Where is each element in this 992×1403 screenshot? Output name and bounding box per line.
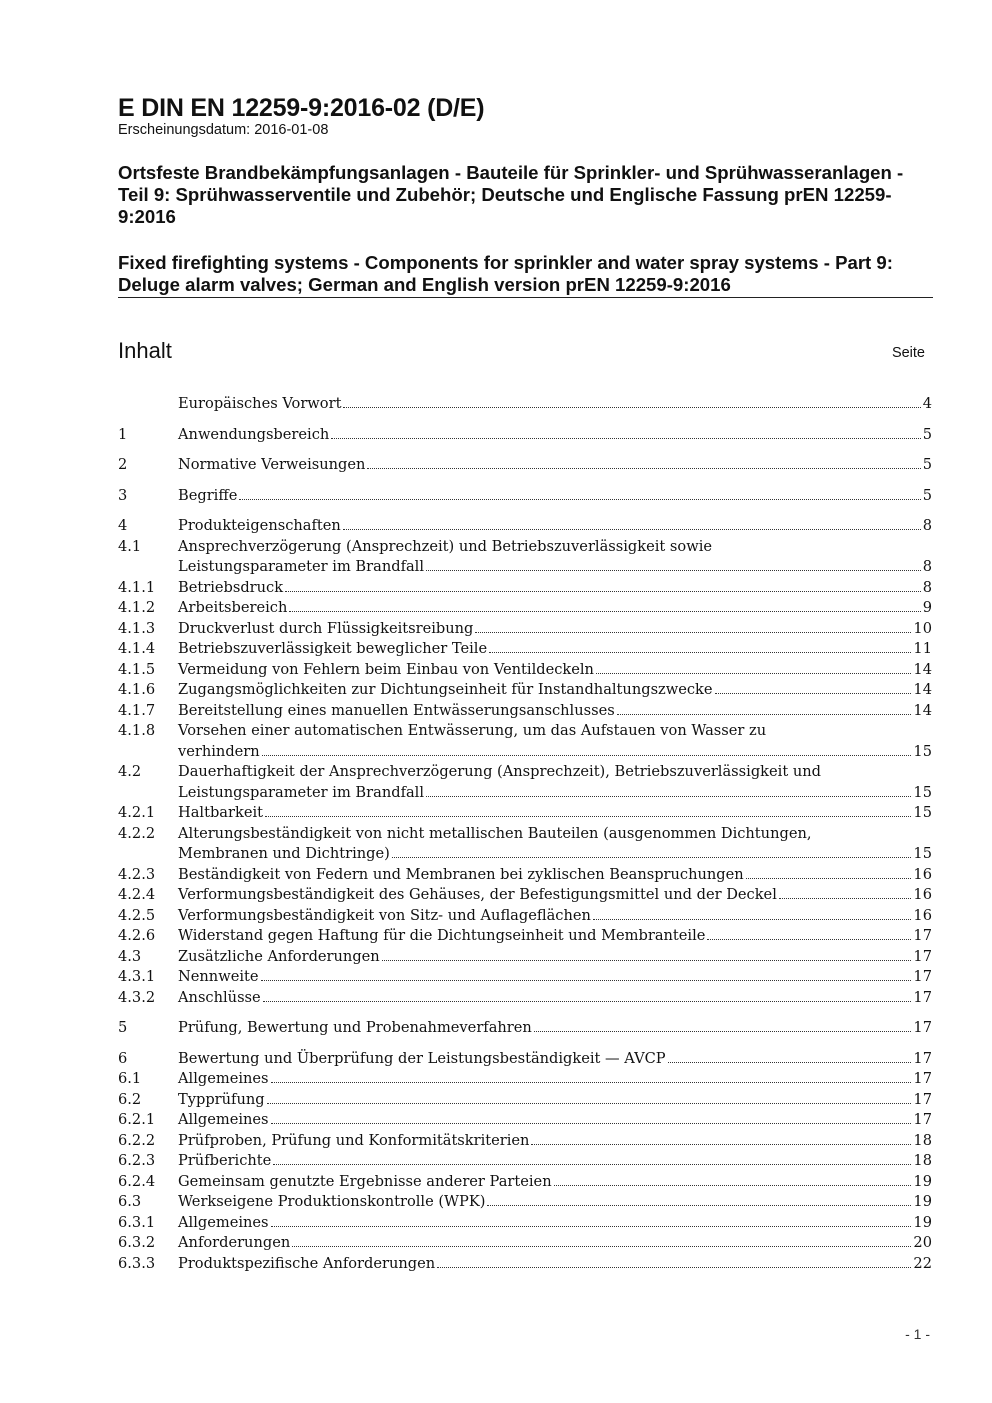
- toc-entry-number: 6.3.3: [118, 1254, 156, 1272]
- toc-entry-title: Druckverlust durch Flüssigkeitsreibung: [178, 619, 474, 637]
- toc-entry-title: Normative Verweisungen: [178, 456, 366, 473]
- toc-entry-title: Alterungsbeständigkeit von nicht metallischen Bauteilen (ausgenommen Dichtungen,: [178, 824, 812, 842]
- toc-entry[interactable]: [118, 701, 932, 722]
- toc-entry[interactable]: [118, 680, 932, 701]
- toc-dot-leader: [554, 1185, 912, 1186]
- toc-entry-number: 5: [118, 1019, 128, 1036]
- toc-entry[interactable]: [118, 455, 932, 476]
- toc-entry-number: 6.2.4: [118, 1172, 156, 1190]
- toc-dot-leader: [715, 693, 912, 694]
- toc-entry-title: Gemeinsam genutzte Ergebnisse anderer Parteien: [178, 1172, 552, 1190]
- toc-entry-title: Dauerhaftigkeit der Ansprechverzögerung (Ansprechzeit), Betriebszuverlässigkeit und: [178, 763, 821, 780]
- toc-page-label: Seite: [891, 345, 925, 361]
- publication-date: Erscheinungsdatum: 2016-01-08: [118, 122, 329, 138]
- toc-entry-title: Vermeidung von Fehlern beim Einbau von Ventildeckeln: [178, 660, 594, 678]
- toc-entry-page: 14: [913, 660, 932, 678]
- toc-dot-leader: [262, 755, 912, 756]
- toc-dot-leader: [271, 1226, 912, 1227]
- toc-entry-number: 6.1: [118, 1070, 142, 1087]
- toc-dot-leader: [367, 468, 920, 469]
- toc-dot-leader: [707, 939, 911, 940]
- toc-entry-title-continued: Membranen und Dichtringe): [178, 845, 390, 862]
- toc-dot-leader: [437, 1267, 911, 1268]
- toc-entry[interactable]: [118, 947, 932, 968]
- toc-entry-page: 15: [913, 783, 932, 801]
- toc-entry[interactable]: [118, 824, 932, 865]
- toc-entry-title: Zusätzliche Anforderungen: [178, 947, 380, 965]
- toc-entry-title: Prüfung, Bewertung und Probenahmeverfahren: [178, 1019, 532, 1036]
- toc-entry-number: 6: [118, 1049, 128, 1067]
- toc-dot-leader: [263, 1001, 912, 1002]
- toc-entry-title: Anschlüsse: [178, 988, 261, 1006]
- toc-dot-leader: [285, 591, 921, 592]
- toc-entry-page: 19: [913, 1193, 932, 1210]
- toc-entry-page: 15: [913, 804, 932, 821]
- toc-entry-page: 11: [913, 640, 932, 657]
- toc-entry-page: 19: [913, 1172, 932, 1190]
- toc-entry-page: 16: [913, 865, 932, 883]
- toc-entry-number: 4.2.6: [118, 927, 156, 944]
- toc-entry[interactable]: [118, 1213, 932, 1234]
- toc-entry[interactable]: [118, 486, 932, 507]
- toc-entry-number: 4.1.1: [118, 578, 156, 596]
- toc-entry-number: 4: [118, 517, 128, 534]
- toc-entry[interactable]: [118, 1233, 932, 1254]
- toc-entry-number: 4.1.6: [118, 681, 156, 698]
- toc-entry-number: 4.2.2: [118, 824, 156, 842]
- toc-entry[interactable]: [118, 967, 932, 988]
- toc-entry-number: 4.3.2: [118, 988, 156, 1006]
- toc-entry-title: Verformungsbeständigkeit von Sitz- und Auflageflächen: [178, 906, 591, 924]
- toc-entry-page: 14: [913, 701, 932, 719]
- toc-dot-leader: [271, 1082, 912, 1083]
- toc-dot-leader: [289, 611, 920, 612]
- toc-entry-title: Typprüfung: [178, 1090, 265, 1108]
- toc-entry-page: 4: [922, 395, 932, 412]
- toc-entry-number: 6.2.2: [118, 1131, 156, 1149]
- toc-dot-leader: [273, 1164, 911, 1165]
- toc-entry-title: Vorsehen einer automatischen Entwässerung, um das Aufstauen von Wasser zu: [178, 722, 767, 739]
- toc-entry-page: 16: [913, 906, 932, 924]
- toc-entry[interactable]: [118, 1151, 932, 1172]
- toc-entry-title: Anwendungsbereich: [178, 425, 330, 443]
- toc-dot-leader: [668, 1062, 912, 1063]
- toc-entry-page: 10: [913, 619, 932, 637]
- toc-entry-number: 4.2.4: [118, 886, 156, 903]
- toc-entry-page: 17: [913, 1049, 932, 1067]
- toc-entry[interactable]: [118, 660, 932, 681]
- page-number: - 1 -: [905, 1326, 930, 1342]
- toc-entry[interactable]: [118, 1018, 932, 1039]
- toc-dot-leader: [487, 1205, 911, 1206]
- header-divider: [118, 297, 933, 298]
- toc-entry-title: Produktspezifische Anforderungen: [178, 1254, 436, 1272]
- toc-entry[interactable]: [118, 619, 932, 640]
- toc-entry-number: 4.3: [118, 947, 142, 965]
- toc-entry[interactable]: [118, 1090, 932, 1111]
- toc-entry-number: 1: [118, 425, 128, 443]
- toc-entry-page: 5: [922, 425, 932, 443]
- toc-entry[interactable]: [118, 578, 932, 599]
- toc-entry-page: 5: [922, 486, 932, 504]
- toc-entry[interactable]: [118, 803, 932, 824]
- toc-entry-title: Widerstand gegen Haftung für die Dichtungseinheit und Membranteile: [178, 927, 706, 944]
- toc-entry[interactable]: [118, 537, 932, 578]
- toc-entry-title-continued: verhindern: [178, 742, 260, 760]
- toc-entry-title: Nennweite: [178, 968, 259, 985]
- toc-entry-number: 6.2.1: [118, 1111, 156, 1128]
- toc-entry[interactable]: [118, 721, 932, 762]
- toc-dot-leader: [534, 1031, 912, 1032]
- toc-entry-page: 15: [913, 845, 932, 862]
- toc-entry-number: 6.2.3: [118, 1152, 156, 1169]
- toc-dot-leader: [475, 632, 911, 633]
- title-english: Fixed firefighting systems - Components for sprinkler and water spray systems - Part 9: Deluge alarm valves; German and English version prEN 12259-9:2016: [118, 252, 893, 295]
- document-id: E DIN EN 12259-9:2016-02 (D/E): [118, 94, 485, 122]
- toc-entry-title: Arbeitsbereich: [178, 599, 288, 616]
- toc-entry-title: Betriebsdruck: [178, 578, 284, 596]
- toc-dot-leader: [261, 980, 912, 981]
- toc-entry-number: 2: [118, 456, 128, 473]
- toc-entry-title-continued: Leistungsparameter im Brandfall: [178, 783, 425, 801]
- toc-entry-page: 16: [913, 886, 932, 903]
- toc-entry-page: 17: [913, 1090, 932, 1108]
- toc-entry-number: 6.3.1: [118, 1213, 156, 1231]
- toc-dot-leader: [331, 438, 920, 439]
- toc-entry-number: 4.1.2: [118, 599, 156, 616]
- toc-dot-leader: [617, 714, 912, 715]
- toc-entry[interactable]: [118, 639, 932, 660]
- toc-entry-title: Prüfberichte: [178, 1152, 272, 1169]
- toc-entry-title: Betriebszuverlässigkeit beweglicher Teile: [178, 640, 488, 657]
- toc-entry-number: 4.1.7: [118, 701, 156, 719]
- toc-entry-number: 4.1.5: [118, 660, 156, 678]
- toc-entry-page: 15: [913, 742, 932, 760]
- toc-entry-number: 4.2.1: [118, 804, 156, 821]
- toc-entry-title: Bereitstellung eines manuellen Entwässerungsanschlusses: [178, 701, 615, 719]
- toc-dot-leader: [489, 652, 911, 653]
- toc-entry-number: 4.1: [118, 537, 142, 555]
- toc-entry[interactable]: [118, 988, 932, 1009]
- toc-dot-leader: [596, 673, 911, 674]
- toc-entry-page: 18: [913, 1152, 932, 1169]
- toc-entry-title: Allgemeines: [178, 1070, 269, 1087]
- title-german: Ortsfeste Brandbekämpfungsanlagen - Bauteile für Sprinkler- und Sprühwasseranlagen - Teil 9: Sprühwasserventile und Zubehör; Deutsche und Englische Fassung prEN 12259-9:2016: [118, 162, 904, 227]
- toc-entry-page: 17: [913, 1111, 932, 1128]
- toc-dot-leader: [426, 796, 911, 797]
- toc-entry-number: 4.2: [118, 763, 142, 780]
- toc-dot-leader: [239, 499, 920, 500]
- toc-dot-leader: [265, 816, 911, 817]
- toc-entry[interactable]: [118, 1131, 932, 1152]
- toc-entry-title: Beständigkeit von Federn und Membranen bei zyklischen Beanspruchungen: [178, 865, 744, 883]
- toc-entry-number: 4.1.3: [118, 619, 156, 637]
- toc-entry-title: Anforderungen: [178, 1234, 291, 1251]
- toc-entry[interactable]: [118, 1069, 932, 1090]
- toc-entry-page: 8: [922, 578, 932, 596]
- toc-entry[interactable]: [118, 1254, 932, 1275]
- toc-dot-leader: [292, 1246, 911, 1247]
- toc-entry[interactable]: [118, 1192, 932, 1213]
- toc-entry-title: Werkseigene Produktionskontrolle (WPK): [178, 1193, 486, 1210]
- toc-entry-page: 8: [922, 558, 932, 575]
- toc-entry-number: 6.3.2: [118, 1234, 156, 1251]
- toc-entry-number: 4.2.5: [118, 906, 156, 924]
- toc-entry-number: 4.1.8: [118, 722, 156, 739]
- toc-dot-leader: [746, 878, 912, 879]
- toc-entry-page: 9: [922, 599, 932, 616]
- toc-entry[interactable]: [118, 516, 932, 537]
- toc-entry-page: 22: [913, 1254, 932, 1272]
- toc-entry[interactable]: [118, 906, 932, 927]
- toc-entry-title: Produkteigenschaften: [178, 517, 341, 534]
- toc-entry-title-continued: Leistungsparameter im Brandfall: [178, 558, 425, 575]
- toc-entry[interactable]: [118, 926, 932, 947]
- toc-entry-number: 6.3: [118, 1193, 142, 1210]
- toc-dot-leader: [267, 1103, 912, 1104]
- toc-entry-page: 19: [913, 1213, 932, 1231]
- toc-entry-page: 5: [922, 456, 932, 473]
- toc-entry-page: 17: [913, 988, 932, 1006]
- toc-dot-leader: [382, 960, 912, 961]
- toc-entry[interactable]: [118, 1049, 932, 1070]
- toc-entry-page: 17: [913, 927, 932, 944]
- toc-dot-leader: [779, 898, 912, 899]
- toc-entry-number: 4.3.1: [118, 968, 156, 985]
- toc-dot-leader: [392, 857, 912, 858]
- toc-entry-page: 18: [913, 1131, 932, 1149]
- toc-entry-number: 4.1.4: [118, 640, 156, 657]
- toc-dot-leader: [271, 1123, 912, 1124]
- toc-entry[interactable]: [118, 1110, 932, 1131]
- toc-entry[interactable]: [118, 885, 932, 906]
- toc-entry-number: 4.2.3: [118, 865, 156, 883]
- toc-entry-title: Verformungsbeständigkeit des Gehäuses, der Befestigungsmittel und der Deckel: [178, 886, 777, 903]
- toc-entry-page: 20: [913, 1234, 932, 1251]
- toc-entry[interactable]: [118, 1172, 932, 1193]
- toc-entry-page: 14: [913, 681, 932, 698]
- table-of-contents: [118, 394, 932, 1274]
- toc-entry-title: Ansprechverzögerung (Ansprechzeit) und Betriebszuverlässigkeit sowie: [178, 537, 712, 555]
- toc-entry-title: Prüfproben, Prüfung und Konformitätskriterien: [178, 1131, 530, 1149]
- toc-entry-page: 17: [913, 947, 932, 965]
- toc-entry-number: 6.2: [118, 1090, 142, 1108]
- toc-dot-leader: [593, 919, 912, 920]
- toc-entry-page: 17: [913, 1019, 932, 1036]
- toc-entry-title: Allgemeines: [178, 1111, 269, 1128]
- toc-entry-title: Zugangsmöglichkeiten zur Dichtungseinheit für Instandhaltungszwecke: [178, 681, 713, 698]
- toc-entry[interactable]: [118, 598, 932, 619]
- toc-dot-leader: [343, 529, 921, 530]
- toc-entry-page: 17: [913, 968, 932, 985]
- toc-entry[interactable]: [118, 425, 932, 446]
- toc-entry-page: 8: [922, 517, 932, 534]
- toc-heading: Inhalt: [118, 338, 172, 363]
- toc-entry-title: Europäisches Vorwort: [178, 395, 342, 412]
- toc-entry[interactable]: [118, 394, 932, 415]
- toc-entry-title: Begriffe: [178, 486, 238, 504]
- toc-entry-title: Allgemeines: [178, 1213, 269, 1231]
- toc-entry-number: 3: [118, 486, 128, 504]
- toc-dot-leader: [343, 407, 920, 408]
- toc-entry-page: 17: [913, 1070, 932, 1087]
- toc-dot-leader: [531, 1144, 911, 1145]
- toc-entry-title: Bewertung und Überprüfung der Leistungsbeständigkeit — AVCP: [178, 1049, 666, 1067]
- toc-entry[interactable]: [118, 762, 932, 803]
- toc-entry-title: Haltbarkeit: [178, 804, 263, 821]
- toc-dot-leader: [426, 570, 921, 571]
- toc-entry[interactable]: [118, 865, 932, 886]
